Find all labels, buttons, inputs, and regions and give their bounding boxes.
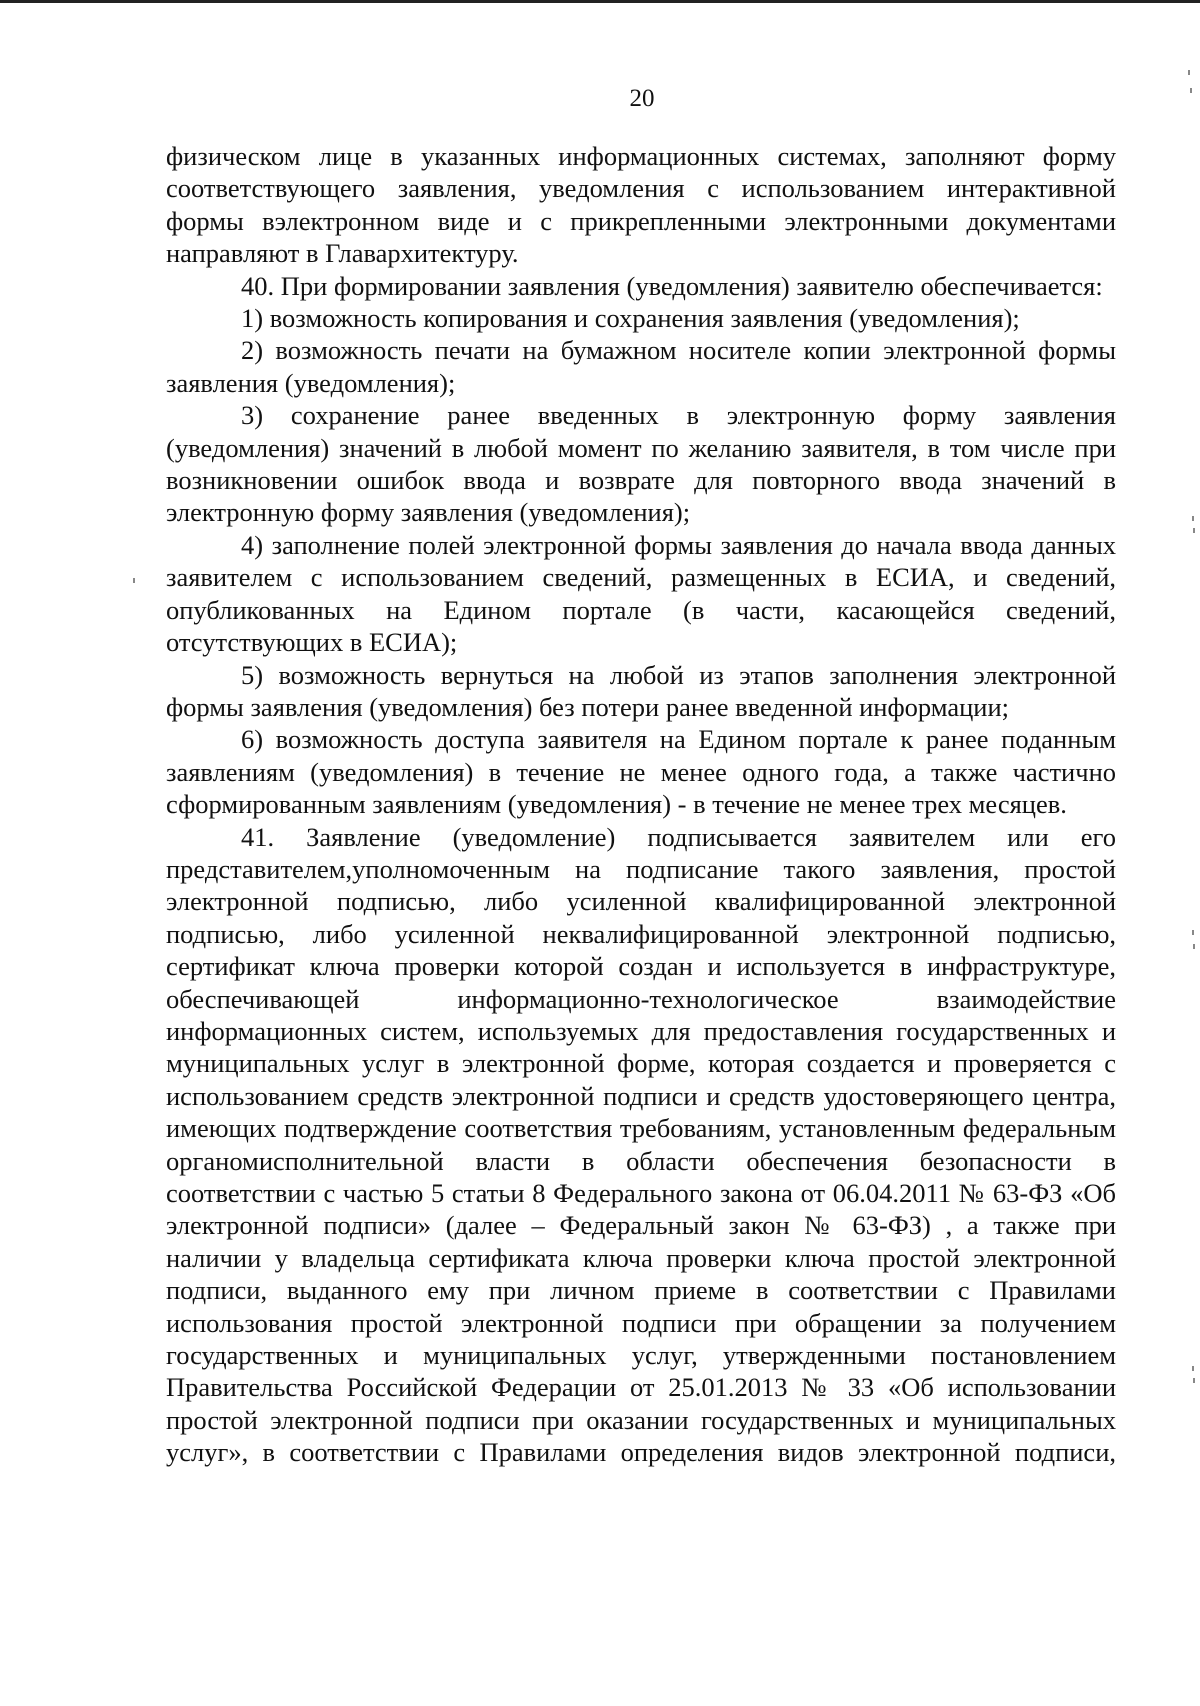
scan-speck — [1193, 528, 1195, 533]
list-item-2: 2) возможность печати на бумажном носителе копии электронной формы заявления (уведомления); — [166, 335, 1116, 398]
scan-speck — [133, 578, 135, 583]
document-body — [166, 140, 1116, 1469]
list-item-5: 5) возможность вернуться на любой из этапов заполнения электронной формы заявления (уведомления) без потери ранее введенной информации; — [166, 659, 1116, 722]
list-item-4: 4) заполнение полей электронной формы заявления до начала ввода данных заявителем с использованием сведений, размещенных в ЕСИА, и сведений, опубликованных на Едином портале (в части, касающейся сведений, отсутствующих в ЕСИА); — [166, 529, 1116, 658]
scan-speck — [1193, 944, 1195, 949]
scan-speck — [1188, 70, 1190, 75]
list-item-6: 6) возможность доступа заявителя на Едином портале к ранее поданным заявлениям (уведомления) в течение не менее одного года, а также частично сформированным заявлениям (уведомления) - в течение не менее трех месяцев. — [166, 724, 1116, 820]
list-item-1: 1) возможность копирования и сохранения заявления (уведомления); — [241, 303, 1020, 334]
scan-speck — [1192, 930, 1194, 935]
scan-speck — [1190, 88, 1192, 93]
page-top-edge — [0, 0, 1200, 3]
paragraph-41: 41. Заявление (уведомление) подписывается заявителем или его представителем,уполномоченным на подписание такого заявления, простой электронной подписью, либо усиленной квалифицированной электронной подписью, либо усиленной неквалифицированной электронной подписью, сертификат ключа проверки которой создан и используется в инфраструктуре, обеспечивающей информационно-технологическое взаимодействие информационных систем, используемых для предоставления государственных и муниципальных услуг в электронной форме, которая создается и проверяется с использованием средств электронной подписи и средств удостоверяющего центра, имеющих подтверждение соответствия требованиям, установленным федеральным органомисполнительной власти в области обеспечения безопасности в соответствии с частью 5 статьи 8 Федерального закона от 06.04.2011 № 63-ФЗ «Об электронной подписи» (далее – Федеральный закон № 63-ФЗ) , а также при наличии у владельца сертификата ключа проверки ключа простой электронной подписи, выданного ему при личном приеме в соответствии с Правилами использования простой электронной подписи при обращении за получением государственных и муниципальных услуг, утвержденными постановлением Правительства Российской Федерации от 25.01.2013 № 33 «Об использовании простой электронной подписи при оказании государственных и муниципальных услуг», в соответствии с Правилами определения видов электронной подписи, — [166, 821, 1116, 1468]
paragraph-40: 40. При формировании заявления (уведомления) заявителю обеспечивается: — [241, 270, 1103, 301]
scan-speck — [1192, 516, 1194, 521]
paragraph-continuation: физическом лице в указанных информационных системах, заполняют форму соответствующего заявления, уведомления с использованием интерактивной формы вэлектронном виде и с прикрепленными электронными документами направляют в Главархитектуру. — [166, 141, 1116, 269]
scan-speck — [1193, 1378, 1195, 1383]
page-number: 20 — [629, 85, 655, 112]
scan-speck — [1192, 1366, 1194, 1371]
list-item-3: 3) сохранение ранее введенных в электронную форму заявления (уведомления) значений в любой момент по желанию заявителя, в том числе при возникновении ошибок ввода и возврате для повторного ввода значений в электронную форму заявления (уведомления); — [166, 400, 1116, 528]
